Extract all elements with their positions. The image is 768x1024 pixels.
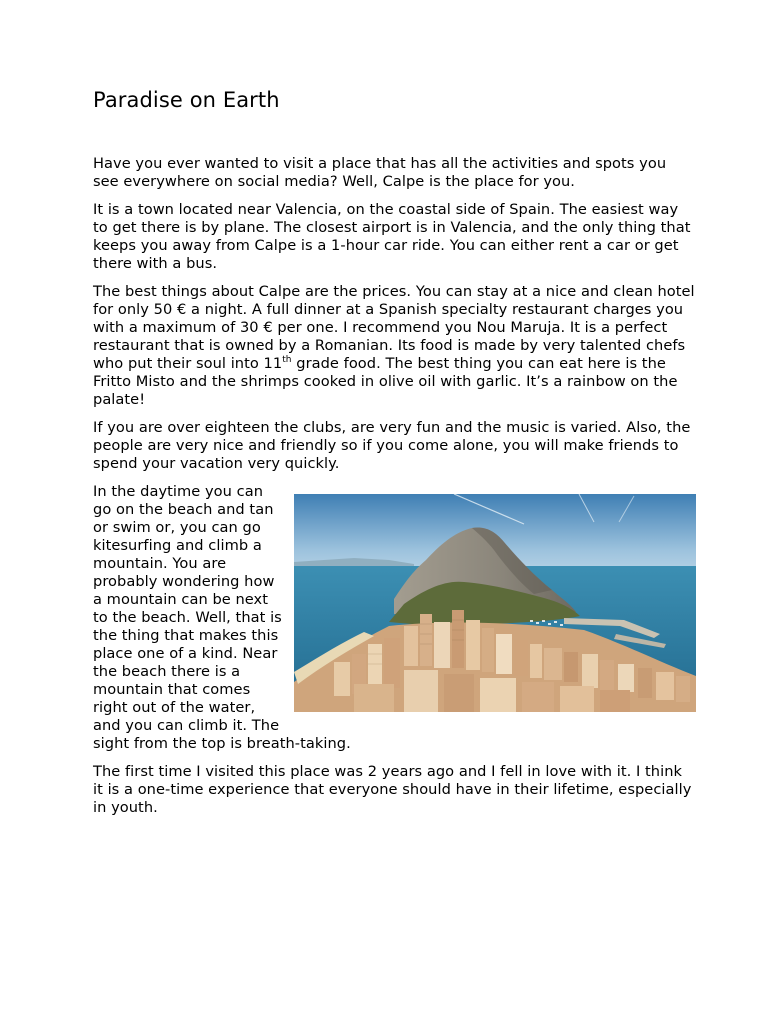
paragraph-location: It is a town located near Valencia, on the coastal side of Spain. The easiest way to get there is by plane. The closest airport is in Valencia, and the only thing that keeps you away from Calpe is a 1-hour car ride. You can either rent a car or get there with a bus. <box>93 201 691 272</box>
paragraph-prices-text-end: grade food. The best thing you can eat here is the Fritto Misto and the shrimps cooked in olive oil with garlic. It’s a rainbow on the palate! <box>93 355 678 408</box>
document-body <box>93 86 696 827</box>
document-title: Paradise on Earth <box>93 88 280 112</box>
paragraph-prices <box>93 283 696 409</box>
calpe-photo-illustration <box>294 494 696 712</box>
calpe-photo <box>294 494 696 712</box>
paragraph-intro: Have you ever wanted to visit a place that has all the activities and spots you see everywhere on social media? Well, Calpe is the place for you. <box>93 155 667 190</box>
paragraph-prices-text-start: The best things about Calpe are the prices. You can stay at a nice and clean hotel for only 50 € a night. A full dinner at a Spanish specialty restaurant charges you with a maximum of 30 € per one. I recommend you Nou Maruja. It is a perfect restaurant that is owned by a Romanian. Its food is made by very talented chefs who put their soul into 11 <box>93 283 695 372</box>
paragraph-daytime: In the daytime you can go on the beach and tan or swim or, you can go kitesurfing and climb a mountain. You are probably wondering how a mountain can be next to the beach. Well, that is the thing that makes this place one of a kind. Near the beach there is a mountain that comes right out of the water, and you can climb it. The sight from the top is breath-taking. <box>93 483 351 752</box>
ordinal-superscript: th <box>282 355 292 366</box>
paragraph-clubs: If you are over eighteen the clubs, are very fun and the music is varied. Also, the people are very nice and friendly so if you come alone, you will make friends to spend your vacation very quickly. <box>93 419 691 472</box>
paragraph-closing: The first time I visited this place was 2 years ago and I fell in love with it. I think it is a one-time experience that everyone should have in their lifetime, especially in youth. <box>93 763 692 816</box>
